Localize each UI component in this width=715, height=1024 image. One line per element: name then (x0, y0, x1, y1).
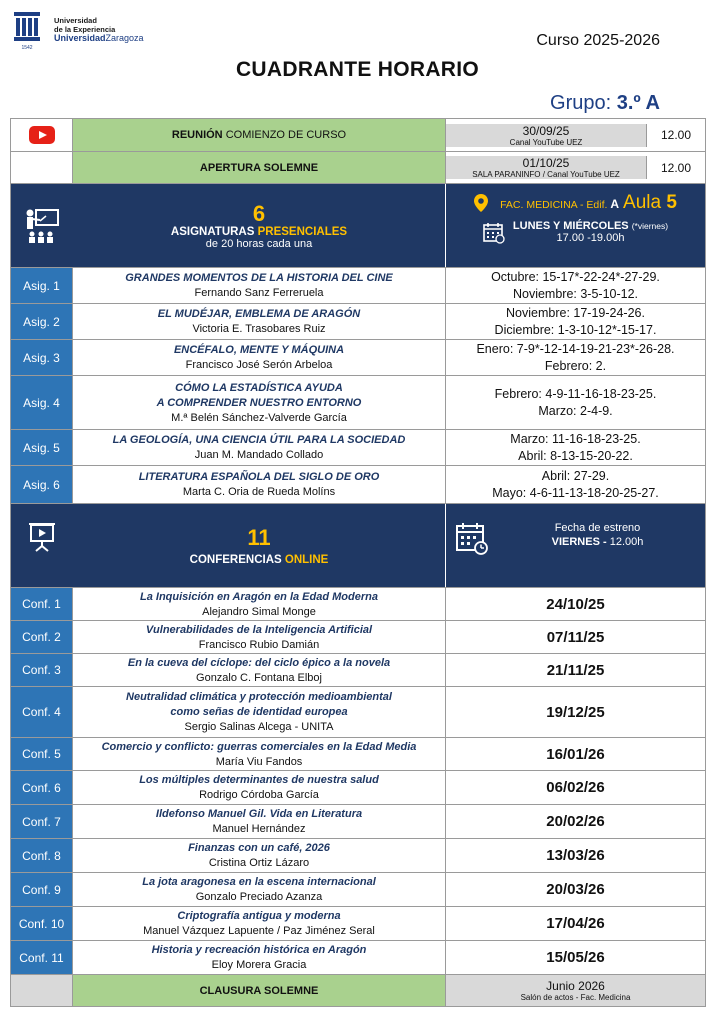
presential-sub: de 20 horas cada una (205, 237, 313, 250)
closing-venue: Salón de actos - Fac. Medicina (520, 993, 631, 1002)
event-title-cell (73, 119, 446, 151)
conference-code: Conf. 9 (11, 873, 73, 906)
subject-row (11, 303, 705, 339)
online-label: CONFERENCIAS ONLINE (189, 553, 329, 566)
subject-professor: Fernando Sanz Ferreruela (194, 287, 324, 299)
subject-professor: Victoria E. Trasobares Ruiz (192, 323, 326, 335)
presential-summary (73, 184, 446, 267)
conference-code: Conf. 8 (11, 839, 73, 872)
conference-date: 21/11/25 (546, 661, 605, 679)
subject-dates: Abril: 27-29. Mayo: 4-6-11-13-18-20-25-27. (492, 468, 659, 500)
event-title-cell (73, 152, 446, 183)
conference-row (11, 770, 705, 804)
presentation-screen-icon (28, 522, 56, 552)
conference-speaker: María Viu Fandos (215, 755, 303, 768)
conference-date: 20/02/26 (546, 813, 605, 830)
faculty-label: FAC. MEDICINA - Edif. A (500, 197, 620, 211)
logo-line2: de la Experiencia (54, 25, 116, 34)
schedule-table (10, 118, 706, 1007)
university-logo (12, 10, 162, 50)
conference-info (73, 687, 446, 737)
group-label: Grupo: 3.º A (550, 92, 660, 114)
conference-title: Comercio y conflicto: guerras comerciales en la Edad Media (101, 740, 417, 753)
university-logo-icon (12, 10, 42, 50)
conference-info (73, 654, 446, 686)
conference-row (11, 686, 705, 737)
subject-professor: M.ª Belén Sánchez-Valverde García (171, 411, 347, 424)
subject-title: GRANDES MOMENTOS DE LA HISTORIA DEL CINE (125, 272, 393, 284)
subject-dates: Febrero: 4-9-11-16-18-23-25. Marzo: 2-4-9. (494, 386, 657, 418)
logo-text (54, 16, 144, 43)
conference-code: Conf. 6 (11, 771, 73, 804)
conference-title-line2: como señas de identidad europea (170, 706, 348, 718)
teacher-icon-cell (11, 184, 73, 267)
conference-info (73, 588, 446, 620)
event-row-opening-meeting (11, 119, 705, 151)
schedule-days-block (454, 214, 697, 244)
premiere-time: VIERNES - 12.00h (551, 536, 644, 548)
conference-date: 17/04/26 (546, 915, 605, 932)
presential-section-header (11, 183, 705, 267)
presential-count: 6 (252, 200, 266, 226)
teacher-class-icon (22, 207, 62, 245)
subject-professor: Francisco José Serón Arbeloa (185, 359, 333, 371)
conference-date: 07/11/25 (546, 628, 605, 646)
subject-info (73, 340, 446, 375)
location-pin-icon (474, 194, 488, 212)
conference-date: 16/01/26 (546, 745, 605, 763)
conference-speaker: Cristina Ortiz Lázaro (208, 857, 310, 869)
conference-info (73, 621, 446, 653)
conference-speaker: Rodrigo Córdoba García (199, 789, 319, 801)
subject-code: Asig. 3 (11, 340, 73, 375)
event-title: APERTURA SOLEMNE (199, 161, 319, 174)
subject-professor: Marta C. Oria de Rueda Molíns (182, 486, 336, 498)
conference-code: Conf. 3 (11, 654, 73, 686)
page-header (0, 0, 715, 118)
subject-dates: Noviembre: 17-19-24-26. Diciembre: 1-3-10-12*-15-17. (494, 305, 657, 337)
conference-speaker: Francisco Rubio Damián (198, 638, 320, 651)
subject-info (73, 268, 446, 303)
conference-title: Historia y recreación histórica en Aragón (151, 944, 367, 956)
conference-code: Conf. 5 (11, 738, 73, 770)
closing-date-cell (446, 975, 705, 1006)
conference-row (11, 587, 705, 620)
conference-code: Conf. 11 (11, 941, 73, 974)
subject-row (11, 339, 705, 375)
conference-title: En la cueva del cíclope: del ciclo épico a la novela (127, 656, 391, 669)
calendar-clock-icon (456, 522, 490, 556)
conference-title: Los múltiples determinantes de nuestra salud (139, 774, 379, 786)
subject-row (11, 267, 705, 303)
calendar-icon (483, 222, 505, 244)
conference-date: 13/03/26 (546, 847, 605, 864)
conference-code: Conf. 1 (11, 588, 73, 620)
closing-row (11, 974, 705, 1006)
schedule-days: LUNES Y MIÉRCOLES (*viernes) (512, 220, 669, 232)
event-date: 01/10/25 (522, 156, 570, 170)
conference-info (73, 771, 446, 804)
subject-dates: Enero: 7-9*-12-14-19-21-23*-26-28. Febrero: 2. (476, 341, 675, 373)
presential-location-cell (446, 184, 705, 267)
presentation-icon-cell (11, 504, 73, 587)
conference-info (73, 805, 446, 838)
subject-title: EL MUDÉJAR, EMBLEMA DE ARAGÓN (157, 308, 361, 320)
event-date-cell (446, 152, 705, 183)
subject-code: Asig. 1 (11, 268, 73, 303)
subject-dates: Octubre: 15-17*-22-24*-27-29. Noviembre: 3-5-10-12. (491, 269, 660, 301)
conference-date: 24/10/25 (546, 595, 605, 613)
conference-date: 15/05/26 (546, 949, 605, 966)
conference-speaker: Eloy Morera Gracia (211, 959, 307, 971)
event-date-block (446, 124, 647, 147)
subject-row (11, 465, 705, 503)
event-time: 12.00 (647, 161, 705, 175)
event-date-block (446, 156, 647, 179)
conference-row (11, 872, 705, 906)
conference-title: La Inquisición en Aragón en la Edad Moderna (140, 590, 378, 603)
conference-row (11, 804, 705, 838)
premiere-cell (446, 504, 705, 587)
conference-code: Conf. 7 (11, 805, 73, 838)
conference-speaker: Sergio Salinas Alcega - UNITA (184, 721, 334, 733)
presential-label: ASIGNATURAS PRESENCIALES (170, 225, 348, 238)
conference-speaker: Gonzalo Preciado Azanza (195, 891, 323, 903)
conference-date: 06/02/26 (546, 779, 605, 796)
page-title: CUADRANTE HORARIO (235, 58, 480, 81)
logo-line1: Universidad (54, 16, 97, 25)
conference-speaker: Gonzalo C. Fontana Elboj (196, 671, 322, 684)
subject-title: LA GEOLOGÍA, UNA CIENCIA ÚTIL PARA LA SOCIEDAD (112, 434, 406, 446)
svg-text:1542: 1542 (21, 45, 33, 50)
youtube-icon[interactable] (29, 126, 55, 144)
location-line (454, 192, 697, 214)
location-block (446, 184, 705, 267)
conference-speaker: Manuel Vázquez Lapuente / Paz Jiménez Seral (143, 925, 375, 937)
subject-title: LITERATURA ESPAÑOLA DEL SIGLO DE ORO (138, 471, 380, 483)
conference-date: 19/12/25 (546, 703, 605, 721)
youtube-cell (11, 119, 73, 151)
subject-dates: Marzo: 11-16-18-23-25. Abril: 8-13-15-20-22. (510, 431, 641, 463)
course-year: Curso 2025-2026 (536, 32, 660, 49)
subject-info (73, 430, 446, 465)
conference-title: Criptografía antigua y moderna (177, 910, 341, 922)
conference-row (11, 737, 705, 770)
classroom-label: Aula 5 (623, 192, 677, 213)
conference-title: Vulnerabilidades de la Inteligencia Artificial (145, 623, 373, 636)
premiere-info (490, 522, 705, 548)
subject-row (11, 429, 705, 465)
conference-row (11, 838, 705, 872)
subject-info (73, 304, 446, 339)
event-row-solemn-opening (11, 151, 705, 183)
conference-speaker: Manuel Hernández (212, 823, 306, 835)
conference-info (73, 873, 446, 906)
conference-row (11, 653, 705, 686)
conference-title: Finanzas con un café, 2026 (188, 842, 330, 854)
conference-code: Conf. 2 (11, 621, 73, 653)
subject-row (11, 375, 705, 429)
conference-date: 20/03/26 (546, 881, 605, 898)
logo-line3: UniversidadZaragoza (54, 33, 144, 43)
closing-title: CLAUSURA SOLEMNE (73, 975, 446, 1006)
subject-code: Asig. 2 (11, 304, 73, 339)
closing-date: Junio 2026 (546, 979, 605, 993)
schedule-hours: 17.00 -19.00h (556, 232, 625, 244)
conference-title: Neutralidad climática y protección medioambiental (126, 691, 392, 703)
conference-info (73, 738, 446, 770)
event-date: 30/09/25 (522, 123, 570, 138)
conference-code: Conf. 10 (11, 907, 73, 940)
conference-info (73, 839, 446, 872)
premiere-label: Fecha de estreno (554, 522, 641, 534)
event-title: REUNIÓN COMIENZO DE CURSO (171, 129, 347, 141)
conference-row (11, 620, 705, 653)
blank-cell (11, 975, 73, 1006)
conference-info (73, 907, 446, 940)
event-time: 12.00 (647, 128, 705, 142)
online-section-header (11, 503, 705, 587)
online-summary (73, 504, 446, 587)
subject-title: ENCÉFALO, MENTE Y MÁQUINA (173, 344, 345, 356)
subject-title: CÓMO LA ESTADÍSTICA AYUDA (175, 381, 343, 394)
subject-code: Asig. 5 (11, 430, 73, 465)
conference-row (11, 906, 705, 940)
subject-professor: Juan M. Mandado Collado (194, 449, 324, 461)
event-venue: SALA PARANINFO / Canal YouTube UEZ (472, 170, 620, 179)
event-venue: Canal YouTube UEZ (509, 137, 583, 147)
event-date-cell (446, 119, 705, 151)
online-count: 11 (247, 524, 271, 550)
conference-speaker: Alejandro Simal Monge (202, 605, 316, 618)
subject-info (73, 466, 446, 503)
blank-cell (11, 152, 73, 183)
subject-title-line2: A COMPRENDER NUESTRO ENTORNO (156, 396, 362, 409)
conference-row (11, 940, 705, 974)
subject-code: Asig. 6 (11, 466, 73, 503)
subject-info (73, 376, 446, 429)
conference-info (73, 941, 446, 974)
conference-code: Conf. 4 (11, 687, 73, 737)
subject-code: Asig. 4 (11, 376, 73, 429)
conference-title: Ildefonso Manuel Gil. Vida en Literatura (155, 808, 363, 820)
conference-title: La jota aragonesa en la escena internacional (142, 876, 376, 888)
